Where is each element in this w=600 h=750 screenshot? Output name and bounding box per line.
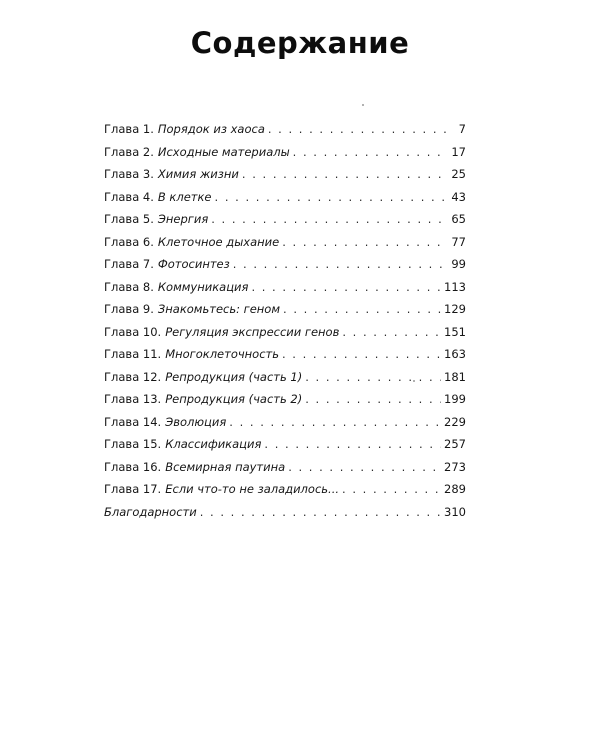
toc-entry-label	[104, 411, 226, 434]
toc-dot-leader	[211, 208, 448, 231]
toc-dot-leader	[242, 163, 448, 186]
toc-entry-label	[104, 456, 285, 479]
toc-dot-leader	[293, 141, 449, 164]
toc-entry-page: 7	[458, 122, 466, 136]
toc-entry-title: Эволюция	[165, 414, 227, 429]
toc-entry-chapter: Глава 9.	[104, 302, 154, 316]
toc-entry-page: 113	[444, 279, 466, 294]
toc-entry-page: 199	[444, 392, 466, 406]
toc-entry[interactable]	[104, 231, 466, 254]
toc-entry[interactable]	[104, 366, 466, 389]
toc-entry[interactable]	[104, 298, 466, 321]
toc-dot-leader	[282, 231, 448, 254]
toc-dot-leader	[342, 478, 441, 501]
toc-entry-title: Клеточное дыхание	[157, 234, 280, 249]
toc-entry-title: Фотосинтез	[157, 257, 230, 271]
toc-entry-title: В клетке	[157, 189, 212, 204]
toc-entry-page: 229	[444, 414, 466, 429]
toc-entry-page: 99	[451, 257, 466, 271]
toc-entry-label	[104, 276, 248, 299]
toc-entry-page: 129	[444, 302, 466, 316]
toc-entry-chapter: Глава 3.	[104, 167, 154, 181]
toc-dot-leader	[288, 456, 441, 479]
toc-entry-chapter: Глава 15.	[104, 437, 162, 451]
toc-entry-title: Репродукция (часть 1)	[165, 369, 303, 384]
toc-entry-label	[104, 118, 265, 141]
toc-entry-chapter: Глава 4.	[104, 189, 154, 204]
toc-entry-page: 310	[444, 504, 466, 519]
toc-entry-label	[104, 388, 302, 411]
toc-entry[interactable]	[104, 186, 466, 209]
toc-entry-label	[104, 366, 302, 389]
toc-entry-page: 25	[451, 167, 466, 181]
toc-entry-title: Многоклеточность	[165, 347, 279, 361]
toc-entry-page: 77	[451, 234, 466, 249]
toc-entry-page: 163	[444, 347, 466, 361]
toc-entry-acknowledgements[interactable]	[104, 501, 466, 524]
toc-entry-chapter: Глава 2.	[104, 144, 154, 159]
toc-entry-label	[104, 501, 197, 524]
toc-entry-page: 273	[444, 459, 466, 474]
toc-entry-label	[104, 478, 339, 501]
toc-entry[interactable]	[104, 321, 466, 344]
toc-dot-leader	[342, 321, 441, 344]
toc-dot-leader	[305, 366, 441, 389]
toc-entry-page: 181	[444, 369, 466, 384]
toc-entry-label	[104, 321, 339, 344]
toc-dot-leader	[200, 501, 441, 524]
toc-dot-leader	[251, 276, 441, 299]
toc-dot-leader	[305, 388, 441, 411]
toc-dot-leader	[215, 186, 449, 209]
toc-entry-label	[104, 141, 290, 164]
toc-entry-chapter: Глава 17.	[104, 482, 162, 496]
toc-entry-label	[104, 231, 279, 254]
toc-dot-leader	[283, 298, 441, 321]
toc-entry-page: 289	[444, 482, 466, 496]
table-of-contents	[104, 118, 466, 523]
toc-entry-chapter: Глава 14.	[104, 414, 162, 429]
toc-entry-title: Энергия	[157, 212, 209, 226]
toc-entry-chapter: Глава 1.	[104, 122, 154, 136]
page-title: Содержание	[190, 26, 410, 60]
toc-entry-title: Порядок из хаоса	[157, 122, 265, 136]
toc-entry-chapter: Глава 16.	[104, 459, 162, 474]
toc-entry[interactable]	[104, 388, 466, 411]
toc-entry-label	[104, 163, 239, 186]
toc-entry[interactable]	[104, 478, 466, 501]
toc-entry-chapter: Глава 13.	[104, 392, 162, 406]
toc-entry-page: 17	[451, 144, 466, 159]
toc-entry-label	[104, 343, 279, 366]
toc-entry-label	[104, 186, 212, 209]
toc-entry-title: Благодарности	[104, 504, 197, 519]
toc-entry-chapter: Глава 11.	[104, 347, 162, 361]
toc-entry[interactable]	[104, 411, 466, 434]
toc-entry-title: Всемирная паутина	[165, 459, 286, 474]
toc-entry-chapter: Глава 8.	[104, 279, 154, 294]
toc-entry-page: 43	[451, 189, 466, 204]
toc-entry-title: Знакомьтесь: геном	[157, 302, 281, 316]
toc-dot-leader	[264, 433, 441, 456]
toc-entry[interactable]	[104, 456, 466, 479]
toc-entry-title: Коммуникация	[157, 279, 249, 294]
toc-entry-title: Классификация	[165, 437, 262, 451]
toc-dot-leader	[233, 253, 449, 276]
toc-dot-leader	[268, 118, 449, 141]
toc-entry[interactable]	[104, 433, 466, 456]
toc-entry[interactable]	[104, 163, 466, 186]
toc-entry-title: Химия жизни	[157, 167, 239, 181]
toc-entry-title: Исходные материалы	[157, 144, 290, 159]
toc-entry-page: 151	[444, 324, 466, 339]
toc-entry-label	[104, 208, 208, 231]
toc-entry[interactable]	[104, 276, 466, 299]
print-speck	[362, 104, 364, 106]
toc-dot-leader	[282, 343, 441, 366]
toc-entry[interactable]	[104, 343, 466, 366]
toc-entry-title: Если что-то не заладилось...	[165, 482, 340, 496]
toc-entry-label	[104, 298, 280, 321]
toc-entry-chapter: Глава 7.	[104, 257, 154, 271]
toc-dot-leader	[229, 411, 441, 434]
toc-entry-page: 65	[451, 212, 466, 226]
toc-entry-page: 257	[444, 437, 466, 451]
toc-entry-chapter: Глава 6.	[104, 234, 154, 249]
toc-entry-label	[104, 253, 230, 276]
toc-entry[interactable]	[104, 118, 466, 141]
toc-entry[interactable]	[104, 141, 466, 164]
toc-entry-title: Регуляция экспрессии генов	[165, 324, 340, 339]
toc-entry-chapter: Глава 10.	[104, 324, 162, 339]
toc-entry[interactable]	[104, 253, 466, 276]
toc-entry-chapter: Глава 5.	[104, 212, 154, 226]
toc-entry-title: Репродукция (часть 2)	[165, 392, 303, 406]
toc-entry-label	[104, 433, 261, 456]
toc-entry-chapter: Глава 12.	[104, 369, 162, 384]
toc-entry[interactable]	[104, 208, 466, 231]
